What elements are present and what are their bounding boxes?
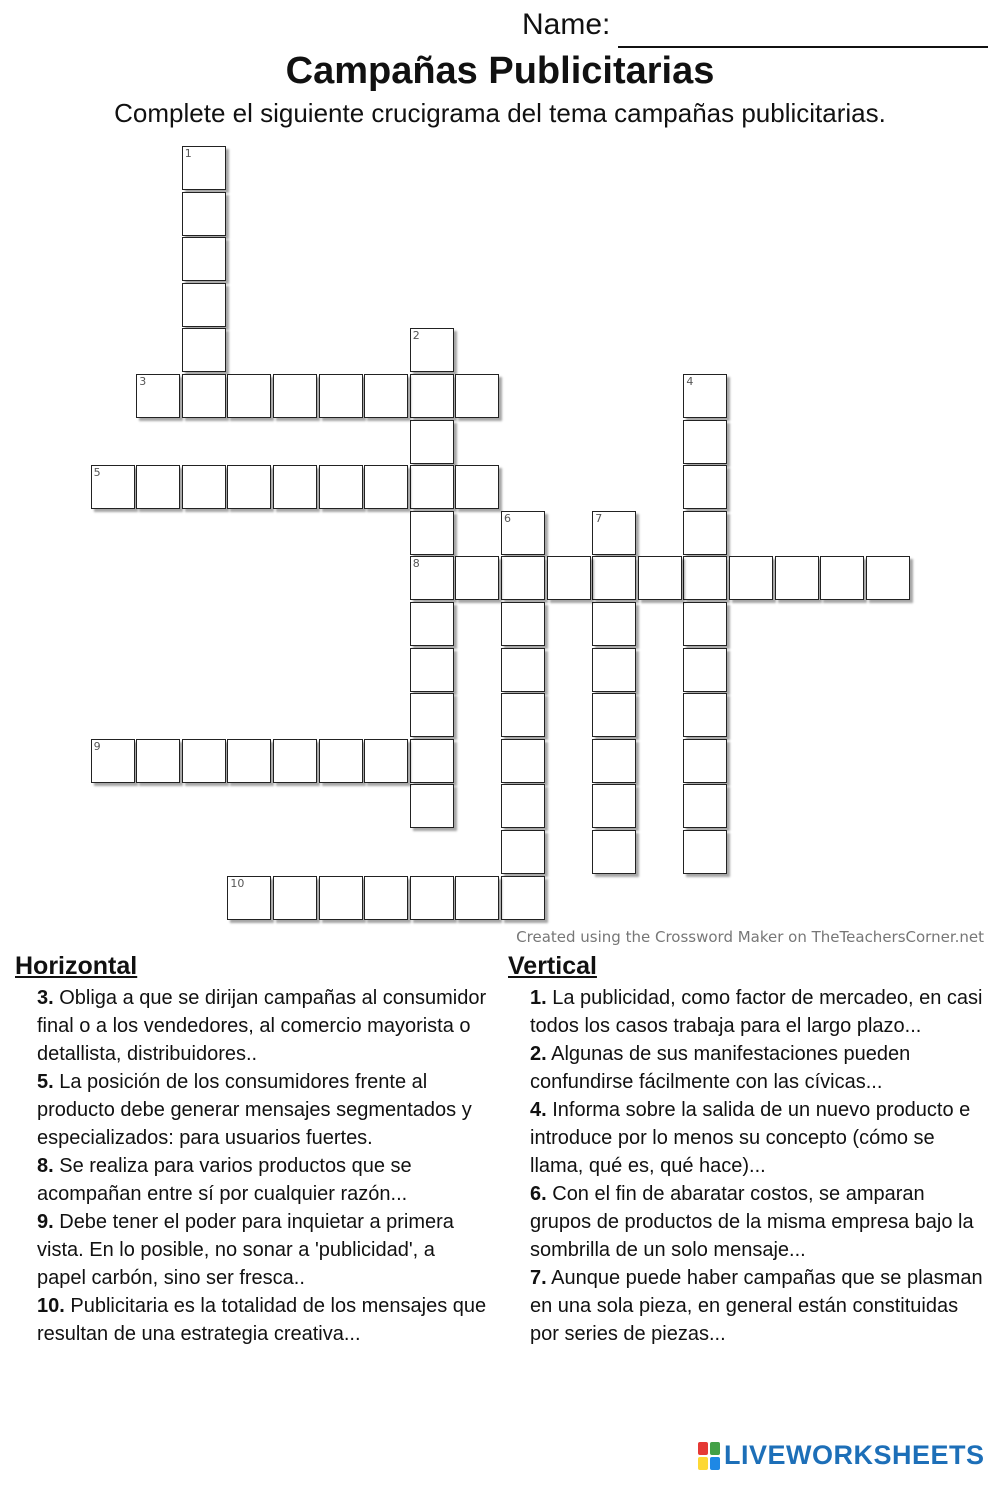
crossword-cell[interactable]	[501, 876, 545, 920]
crossword-cell[interactable]	[136, 739, 180, 783]
clue-item-text: Obliga a que se dirijan campañas al consumidor final o a los vendedores, al comercio mayorista o detallista, distribuidores..	[37, 987, 487, 1065]
clue-item-number: 8.	[37, 1155, 54, 1177]
crossword-cell[interactable]	[683, 830, 727, 874]
crossword-cell[interactable]	[592, 830, 636, 874]
crossword-cell[interactable]	[136, 465, 180, 509]
crossword-cell[interactable]	[364, 739, 408, 783]
clue-item	[530, 1264, 990, 1348]
liveworksheets-logo	[698, 1440, 985, 1471]
clue-item	[37, 1208, 487, 1292]
credit-line: Created using the Crossword Maker on TheTeachersCorner.net	[516, 928, 984, 946]
page-title: Campañas Publicitarias	[285, 50, 715, 92]
clue-item-number: 6.	[530, 1183, 547, 1205]
clue-number: 8	[412, 557, 420, 571]
crossword-cell[interactable]	[319, 465, 363, 509]
clue-item-number: 10.	[37, 1295, 65, 1317]
crossword-cell[interactable]	[182, 237, 226, 281]
clue-item-text: La posición de los consumidores frente al producto debe generar mensajes segmentados y especializados: para usuarios fuertes.	[37, 1071, 472, 1149]
crossword-cell[interactable]	[182, 374, 226, 418]
clue-item-text: La publicidad, como factor de mercadeo, en casi todos los casos trabaja para el largo plazo...	[530, 987, 983, 1037]
crossword-cell[interactable]	[501, 511, 545, 555]
crossword-cell[interactable]	[866, 556, 910, 600]
crossword-cell[interactable]	[273, 465, 317, 509]
crossword-cell[interactable]	[182, 328, 226, 372]
clue-item-number: 2.	[530, 1043, 547, 1065]
crossword-cell[interactable]	[547, 556, 591, 600]
crossword-cell[interactable]	[683, 648, 727, 692]
crossword-cell[interactable]	[683, 556, 727, 600]
crossword-cell[interactable]	[364, 876, 408, 920]
clue-number: 6	[504, 511, 511, 525]
crossword-cell[interactable]	[364, 374, 408, 418]
crossword-cell[interactable]	[273, 739, 317, 783]
crossword-cell[interactable]	[501, 602, 545, 646]
crossword-cell[interactable]	[410, 420, 454, 464]
logo-square	[710, 1457, 720, 1470]
crossword-cell[interactable]	[592, 602, 636, 646]
clue-item	[530, 1040, 990, 1096]
crossword-cell[interactable]	[592, 693, 636, 737]
crossword-cell[interactable]	[775, 556, 819, 600]
crossword-cell[interactable]	[683, 739, 727, 783]
crossword-cell[interactable]	[501, 739, 545, 783]
crossword-cell[interactable]	[501, 784, 545, 828]
horizontal-clues	[37, 984, 487, 1348]
crossword-cell[interactable]	[592, 739, 636, 783]
crossword-cell[interactable]	[319, 374, 363, 418]
logo-square	[698, 1442, 708, 1455]
crossword-cell[interactable]	[683, 420, 727, 464]
crossword-cell[interactable]	[683, 784, 727, 828]
clue-item-text: Publicitaria es la totalidad de los mensajes que resultan de una estrategia creativa...	[37, 1295, 487, 1345]
clue-number: 1	[184, 147, 192, 160]
clue-item	[530, 1096, 990, 1180]
crossword-cell[interactable]	[319, 739, 363, 783]
clue-item	[530, 984, 990, 1040]
clue-item-number: 3.	[37, 987, 54, 1009]
clue-number: 2	[412, 329, 420, 343]
crossword-cell[interactable]	[410, 511, 454, 555]
crossword-cell[interactable]	[820, 556, 864, 600]
clue-item-text: Se realiza para varios productos que se acompañan entre sí por cualquier razón...	[37, 1155, 412, 1205]
crossword-cell[interactable]	[683, 374, 727, 418]
crossword-cell[interactable]	[501, 648, 545, 692]
crossword-cell[interactable]	[683, 465, 727, 509]
crossword-cell[interactable]	[410, 739, 454, 783]
name-label: Name:	[522, 8, 611, 41]
clue-item-text: Algunas de sus manifestaciones pueden confundirse fácilmente con las cívicas...	[530, 1043, 911, 1093]
logo-square	[710, 1442, 720, 1455]
crossword-cell[interactable]	[683, 602, 727, 646]
crossword-cell[interactable]	[592, 511, 636, 555]
clue-item	[530, 1180, 990, 1264]
crossword-cell[interactable]	[410, 648, 454, 692]
crossword-cell[interactable]	[410, 556, 454, 600]
crossword-cell[interactable]	[182, 192, 226, 236]
clue-number: 3	[139, 375, 147, 388]
crossword-cell[interactable]	[729, 556, 773, 600]
crossword-cell[interactable]	[273, 374, 317, 418]
clue-item-text: Aunque puede haber campañas que se plasman en una sola pieza, en general están constituidas por series de piezas...	[530, 1267, 983, 1345]
crossword-cell[interactable]	[364, 465, 408, 509]
clue-item-number: 1.	[530, 987, 547, 1009]
crossword-cell[interactable]	[319, 876, 363, 920]
clue-item	[37, 1068, 487, 1152]
crossword-cell[interactable]	[91, 465, 135, 509]
clue-item-text: Debe tener el poder para inquietar a primera vista. En lo posible, no sonar a 'publicidad', a papel carbón, sino ser fresca..	[37, 1211, 454, 1289]
clue-item	[37, 1292, 487, 1348]
vertical-heading: Vertical	[508, 952, 597, 980]
clue-item-text: Informa sobre la salida de un nuevo producto e introduce por lo menos su concepto (cómo se llama, qué es, qué hace)...	[530, 1099, 971, 1177]
crossword-cell[interactable]	[227, 374, 271, 418]
crossword-cell[interactable]	[455, 465, 499, 509]
crossword-cell[interactable]	[227, 739, 271, 783]
crossword-cell[interactable]	[592, 556, 636, 600]
crossword-cell[interactable]	[501, 693, 545, 737]
crossword-cell[interactable]	[501, 830, 545, 874]
clue-item-number: 5.	[37, 1071, 54, 1093]
clue-item-number: 4.	[530, 1099, 547, 1121]
clue-number: 4	[686, 375, 694, 388]
crossword-cell[interactable]	[273, 876, 317, 920]
logo-text: LIVEWORKSHEETS	[724, 1440, 985, 1470]
clue-item	[37, 984, 487, 1068]
crossword-cell[interactable]	[182, 146, 226, 190]
crossword-cell[interactable]	[227, 465, 271, 509]
vertical-clues	[530, 984, 990, 1348]
crossword-cell[interactable]	[410, 876, 454, 920]
crossword-cell[interactable]	[638, 556, 682, 600]
clue-item-text: Con el fin de abaratar costos, se amparan grupos de productos de la misma empresa bajo la sombrilla de un solo mensaje...	[530, 1183, 974, 1261]
crossword-cell[interactable]	[136, 374, 180, 418]
crossword-cell[interactable]	[683, 693, 727, 737]
crossword-cell[interactable]	[410, 784, 454, 828]
instructions: Complete el siguiente crucigrama del tema campañas publicitarias.	[114, 98, 886, 128]
crossword-cell[interactable]	[455, 556, 499, 600]
crossword-cell[interactable]	[227, 876, 271, 920]
crossword-cell[interactable]	[592, 784, 636, 828]
clue-number: 10	[230, 876, 245, 890]
crossword-cell[interactable]	[683, 511, 727, 555]
horizontal-heading: Horizontal	[15, 952, 138, 980]
crossword-cell[interactable]	[182, 283, 226, 327]
crossword-cell[interactable]	[592, 648, 636, 692]
clue-item-number: 7.	[530, 1267, 547, 1289]
crossword-cell[interactable]	[410, 602, 454, 646]
crossword-cell[interactable]	[410, 465, 454, 509]
crossword-cell[interactable]	[410, 328, 454, 372]
clue-number: 5	[93, 466, 101, 480]
crossword-cell[interactable]	[455, 374, 499, 418]
logo-square	[698, 1457, 708, 1470]
crossword-cell[interactable]	[501, 556, 545, 600]
logo-mark-icon	[698, 1442, 720, 1470]
clue-item	[37, 1152, 487, 1208]
crossword-cell[interactable]	[182, 465, 226, 509]
crossword-cell[interactable]	[455, 876, 499, 920]
crossword-cell[interactable]	[182, 739, 226, 783]
crossword-cell[interactable]	[410, 693, 454, 737]
clue-number: 7	[595, 511, 603, 525]
clue-item-number: 9.	[37, 1211, 54, 1233]
crossword-cell[interactable]	[91, 739, 135, 783]
clue-number: 9	[93, 739, 101, 753]
crossword-cell[interactable]	[410, 374, 454, 418]
